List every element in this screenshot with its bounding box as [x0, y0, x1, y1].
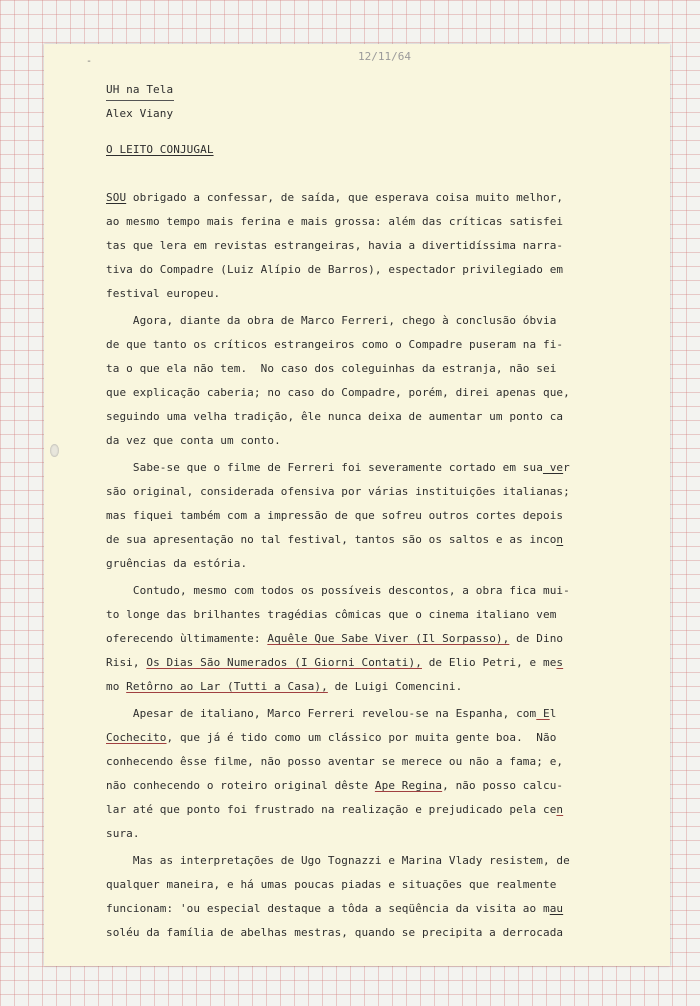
text-line: festival europeu.	[106, 287, 221, 300]
text-line: mas fiquei também com a impressão de que sofreu outros cortes depois	[106, 509, 564, 522]
text-line: conhecendo êsse filme, não posso aventar se merece ou não a fama; e,	[106, 755, 564, 768]
text-line: Agora, diante da obra de Marco Ferreri, chego à conclusão óbvia	[106, 314, 557, 327]
underlined-title: ve	[542, 461, 564, 474]
underlined-title: Os Dias São Numerados (I Giorni Contati),	[146, 656, 422, 669]
underlined-title: au	[549, 902, 564, 915]
article-title: O LEITO CONJUGAL	[106, 143, 214, 156]
text-line: da vez que conta um conto.	[106, 434, 281, 447]
underlined-title: s	[556, 656, 564, 669]
underlined-title: Cochecito	[106, 731, 167, 744]
text-line: tiva do Compadre (Luiz Alípio de Barros), espectador privilegiado em	[106, 263, 564, 276]
underlined-title: Ape Regina	[374, 779, 443, 792]
underlined-title: E	[536, 707, 550, 720]
text-line: qualquer maneira, e há umas poucas piadas e situações que realmente	[106, 878, 557, 891]
text-line: oferecendo ùltimamente: Aquêle Que Sabe Viver (Il Sorpasso), de Dino	[106, 632, 564, 645]
text-line: SOU obrigado a confessar, de saída, que esperava coisa muito melhor,	[106, 191, 564, 204]
text-line: Risi, Os Dias São Numerados (I Giorni Contati), de Elio Petri, e mes	[106, 656, 564, 669]
text-line: sura.	[106, 827, 140, 840]
text-line: lar até que ponto foi frustrado na realização e prejudicado pela cen	[106, 803, 564, 816]
text-line: Mas as interpretações de Ugo Tognazzi e Marina Vlady resistem, de	[106, 854, 570, 867]
text-line: Sabe-se que o filme de Ferreri foi severamente cortado em sua ver	[106, 461, 570, 474]
text-line: ta o que ela não tem. No caso dos coleguinhas da estranja, não sei	[106, 362, 557, 375]
underlined-title: SOU	[106, 191, 127, 204]
column-name: UH na Tela	[106, 83, 174, 96]
punch-hole	[50, 444, 59, 457]
text-line: de sua apresentação no tal festival, tantos são os saltos e as incon	[106, 533, 564, 546]
text-line: Apesar de italiano, Marco Ferreri revelou-se na Espanha, com El	[106, 707, 557, 720]
text-line: ao mesmo tempo mais ferina e mais grossa: além das críticas satisfei	[106, 215, 564, 228]
text-line: que explicação caberia; no caso do Compadre, porém, direi apenas que,	[106, 386, 570, 399]
text-line: são original, considerada ofensiva por várias instituições italianas;	[106, 485, 570, 498]
text-line: Contudo, mesmo com todos os possíveis descontos, a obra fica mui-	[106, 584, 570, 597]
text-line: tas que lera em revistas estrangeiras, havia a divertidíssima narra-	[106, 239, 564, 252]
text-line: Cochecito, que já é tido como um clássico por muita gente boa. Não	[106, 731, 557, 744]
corner-mark: -	[86, 56, 93, 67]
author-name: Alex Viany	[106, 107, 174, 120]
underlined-title: Retôrno ao Lar (Tutti a Casa),	[126, 680, 328, 693]
underlined-title: n	[556, 803, 564, 816]
text-line: mo Retôrno ao Lar (Tutti a Casa), de Luigi Comencini.	[106, 680, 463, 693]
text-line: to longe das brilhantes tragédias cômicas que o cinema italiano vem	[106, 608, 557, 621]
text-line: seguindo uma velha tradição, êle nunca deixa de aumentar um ponto ca	[106, 410, 564, 423]
text-line: não conhecendo o roteiro original dêste Ape Regina, não posso calcu-	[106, 779, 564, 792]
typewritten-page	[44, 44, 670, 966]
text-line: de que tanto os críticos estrangeiros como o Compadre puseram na fi-	[106, 338, 564, 351]
text-line: gruências da estória.	[106, 557, 248, 570]
text-line: funcionam: 'ou especial destaque a tôda a seqüência da visita ao mau	[106, 902, 564, 915]
underlined-title: n	[556, 533, 564, 546]
header-rule	[106, 100, 174, 101]
date-stamp: 12/11/64	[358, 50, 411, 63]
text-line: soléu da família de abelhas mestras, quando se precipita a derrocada	[106, 926, 564, 939]
underlined-title: Aquêle Que Sabe Viver (Il Sorpasso),	[267, 632, 510, 645]
